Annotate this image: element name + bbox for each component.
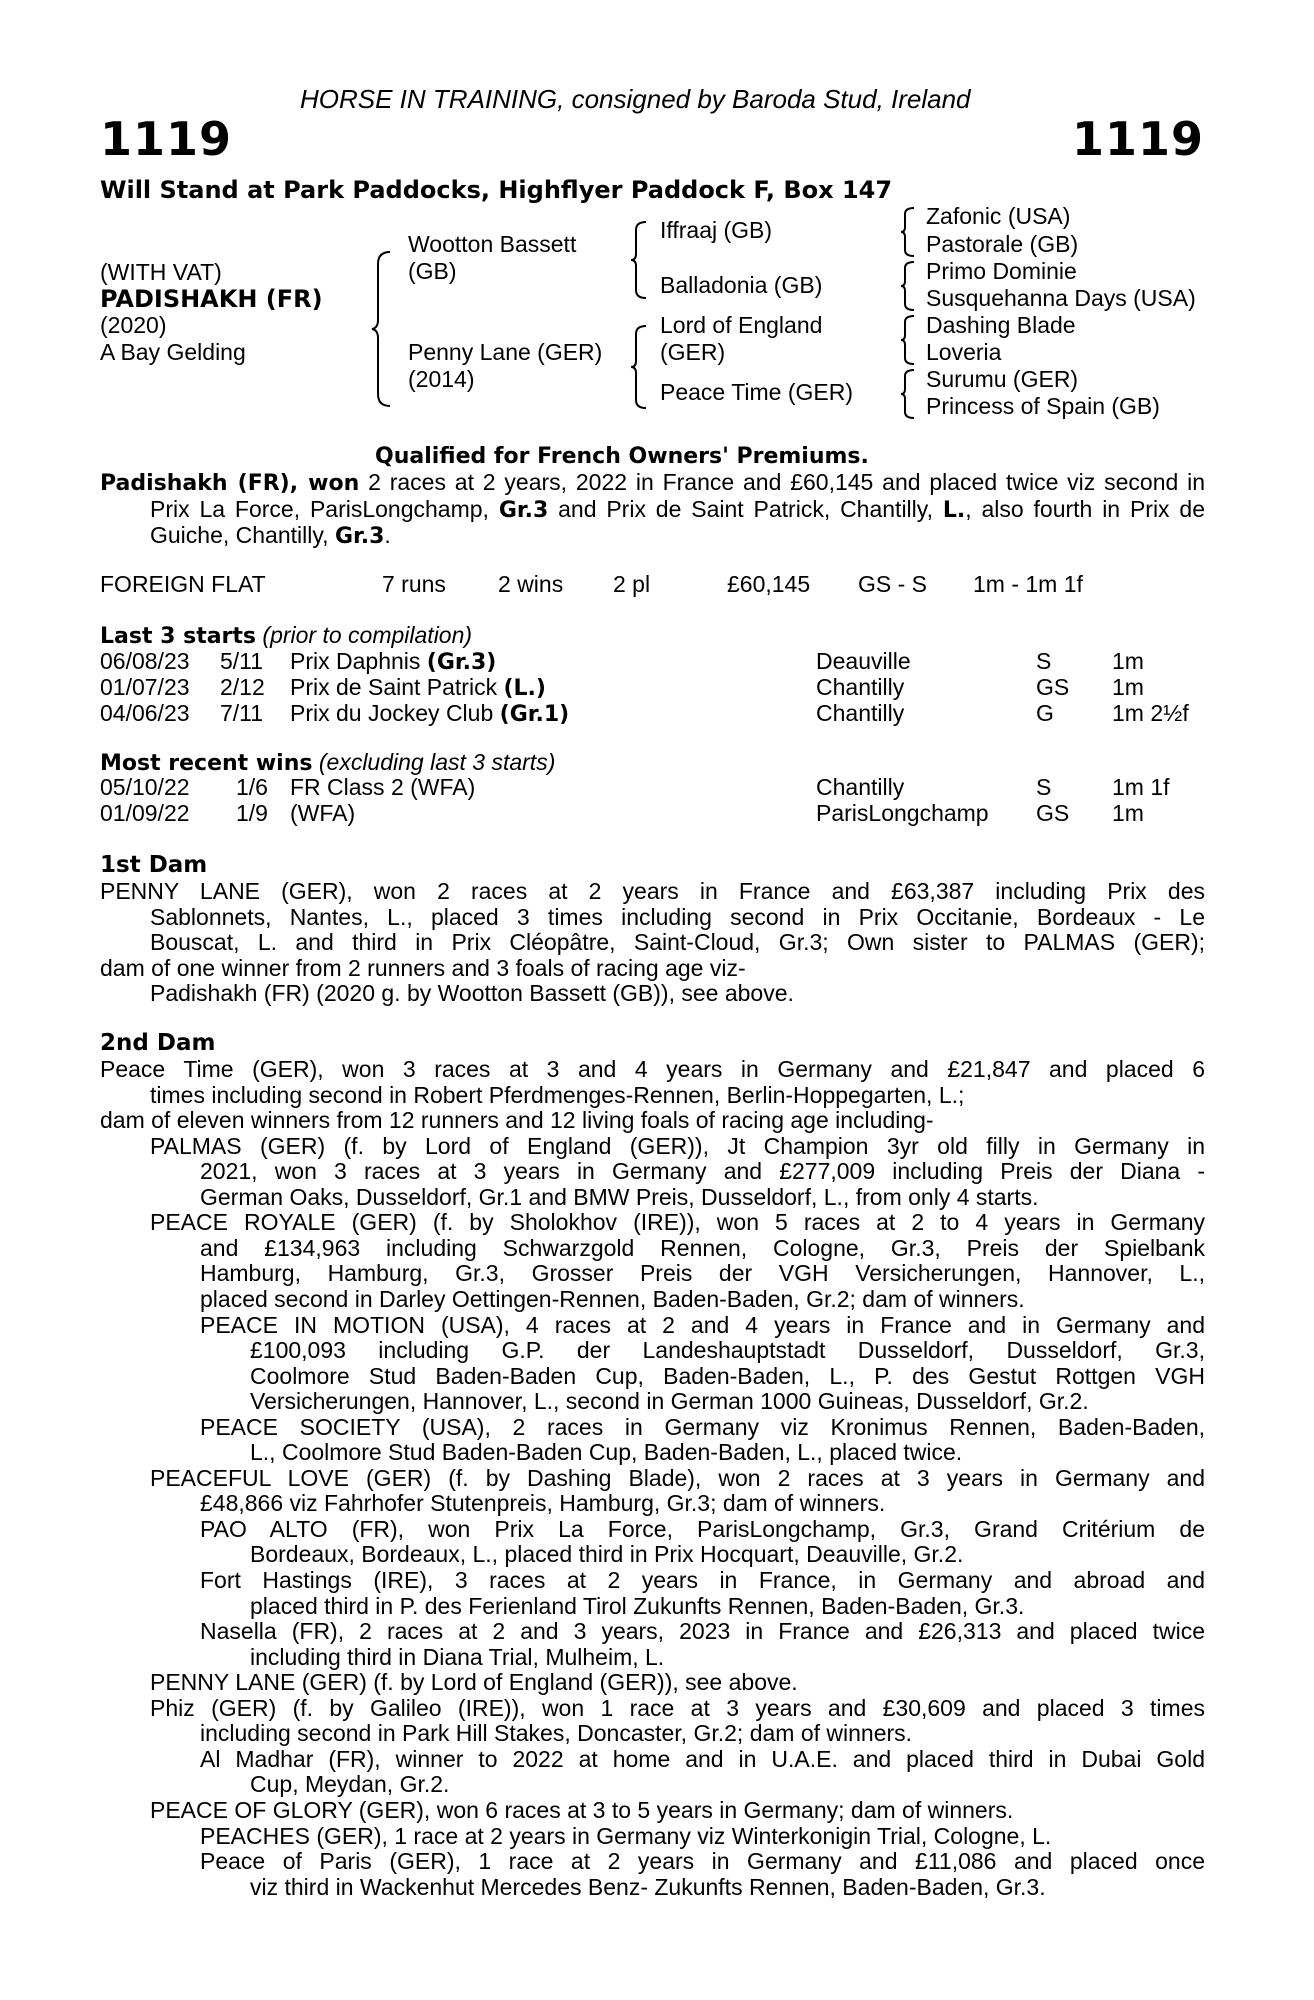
premiums-note: Qualified for French Owners' Premiums. — [375, 444, 869, 469]
pedigree-line: Peace Time (GER), won 3 races at 3 and 4 years in Germany and £21,847 and placed 6 — [100, 1057, 1205, 1082]
pedigree-line: German Oaks, Dusseldorf, Gr.1 and BMW Preis, Dusseldorf, L., from only 4 starts. — [200, 1184, 1039, 1210]
pedigree-line: times including second in Robert Pferdmenges-Rennen, Berlin-Hoppegarten, L.; — [150, 1082, 965, 1108]
pedigree-line: placed third in P. des Ferienland Tirol Zukunfts Rennen, Baden-Baden, Gr.3. — [250, 1593, 1025, 1619]
win-position: 1/6 — [236, 774, 268, 800]
last3-title: Last 3 starts — [100, 624, 257, 649]
last3-note: (prior to compilation) — [262, 622, 473, 648]
ds-sire: Dashing Blade — [926, 312, 1076, 338]
dam-name: Penny Lane (GER) — [408, 339, 603, 365]
start-race-name: Prix du Jockey Club — [290, 700, 500, 726]
dam-dam: Peace Time (GER) — [660, 379, 853, 405]
dam-sire-country: (GER) — [660, 339, 726, 365]
summary-grade: Gr.3 — [498, 497, 549, 523]
pedigree-line: PEACE ROYALE (GER) (f. by Sholokhov (IRE)), won 5 races at 2 to 4 years in Germany — [150, 1210, 1205, 1236]
pedigree-line: Al Madhar (FR), winner to 2022 at home and in U.A.E. and placed third in Dubai Gold — [200, 1746, 1205, 1772]
dam2-heading: 2nd Dam — [100, 1030, 216, 1056]
sire-name: Wootton Bassett — [408, 231, 577, 257]
pedigree-line: Bordeaux, Bordeaux, L., placed third in Prix Hocquart, Deauville, Gr.2. — [250, 1542, 964, 1568]
start-going: G — [1036, 700, 1054, 726]
record-runs: 7 runs — [382, 571, 446, 597]
record-wins: 2 wins — [498, 571, 564, 597]
sire-sire: Iffraaj (GB) — [660, 217, 773, 243]
win-position: 1/9 — [236, 800, 268, 826]
stabling-line: Will Stand at Park Paddocks, Highflyer Paddock F, Box 147 — [100, 176, 893, 204]
pedigree-line: PEACE OF GLORY (GER), won 6 races at 3 to 5 years in Germany; dam of winners. — [150, 1797, 1014, 1823]
win-distance: 1m — [1112, 800, 1144, 826]
pedigree-line: Peace of Paris (GER), 1 race at 2 years in Germany and £11,086 and placed once — [200, 1849, 1205, 1875]
pedigree-line: PENNY LANE (GER), won 2 races at 2 years in France and £63,387 including Prix des — [100, 879, 1205, 904]
pedigree-line: Versicherungen, Hannover, L., second in German 1000 Guineas, Dusseldorf, Gr.2. — [250, 1389, 1089, 1415]
race-record-row — [0, 572, 1314, 598]
ds-dam: Loveria — [926, 339, 1002, 365]
sire-country: (GB) — [408, 258, 457, 284]
summary-text: , also fourth in Prix de Guiche, Chantilly, — [150, 495, 1205, 549]
start-course: Chantilly — [816, 700, 905, 726]
sire-dam: Balladonia (GB) — [660, 272, 823, 298]
pedigree-line: Cup, Meydan, Gr.2. — [250, 1772, 450, 1798]
win-date: 05/10/22 — [100, 774, 190, 800]
pedigree-line: viz third in Wackenhut Mercedes Benz- Zukunfts Rennen, Baden-Baden, Gr.3. — [250, 1874, 1046, 1900]
pedigree-line: including third in Diana Trial, Mulheim, L. — [250, 1644, 665, 1670]
pedigree-line: dam of eleven winners from 12 runners and 12 living foals of racing age including- — [100, 1108, 934, 1134]
pedigree-line: PEACE IN MOTION (USA), 4 races at 2 and 4 years in France and in Germany and — [200, 1312, 1205, 1338]
ss-sire: Zafonic (USA) — [926, 203, 1071, 229]
record-type: FOREIGN FLAT — [100, 571, 266, 597]
pedigree-line: placed second in Darley Oettingen-Rennen, Baden-Baden, Gr.2; dam of winners. — [200, 1286, 1025, 1312]
start-race-name: Prix Daphnis — [290, 648, 427, 674]
lot-number-left: 1119 — [100, 112, 233, 166]
sd-dam: Susquehanna Days (USA) — [926, 285, 1196, 311]
pedigree-line: PEACHES (GER), 1 race at 2 years in Germany viz Winterkonigin Trial, Cologne, L. — [200, 1823, 1052, 1849]
summary-grade: L. — [942, 497, 966, 523]
pedigree-line: and £134,963 including Schwarzgold Rennen, Cologne, Gr.3, Preis der Spielbank — [200, 1235, 1205, 1261]
pedigree-line: Fort Hastings (IRE), 3 races at 2 years in France, in Germany and abroad and — [200, 1568, 1205, 1593]
pedigree-brace-sd — [900, 260, 922, 312]
pedigree-line: Coolmore Stud Baden-Baden Cup, Baden-Baden, L., P. des Gestut Rottgen VGH — [250, 1363, 1205, 1389]
record-distance: 1m - 1m 1f — [973, 571, 1083, 597]
start-date: 04/06/23 — [100, 700, 190, 726]
ss-dam: Pastorale (GB) — [926, 231, 1079, 257]
pedigree-line: £48,866 viz Fahrhofer Stutenpreis, Hamburg, Gr.3; dam of winners. — [200, 1491, 886, 1517]
pedigree-line: PEACE SOCIETY (USA), 2 races in Germany viz Kronimus Rennen, Baden-Baden, — [200, 1414, 1205, 1440]
start-position: 5/11 — [220, 648, 264, 674]
start-race — [290, 649, 496, 675]
summary-grade: Gr.3 — [334, 524, 385, 550]
race-summary — [100, 470, 1205, 550]
recent-wins-title: Most recent wins — [100, 751, 313, 776]
start-course: Deauville — [816, 648, 911, 674]
pedigree-brace-ss — [900, 206, 922, 258]
consignor-line: HORSE IN TRAINING, consigned by Baroda Stud, Ireland — [300, 84, 971, 114]
dam1-heading: 1st Dam — [100, 852, 208, 878]
summary-text: and Prix de Saint Patrick, Chantilly, — [548, 495, 943, 522]
dd-sire: Surumu (GER) — [926, 366, 1079, 392]
win-race: FR Class 2 (WFA) — [290, 774, 476, 800]
lot-number-right: 1119 — [1071, 112, 1204, 166]
start-distance: 1m — [1112, 674, 1144, 700]
start-race — [290, 701, 569, 727]
start-going: S — [1036, 648, 1052, 674]
start-race-grade: (Gr.3) — [426, 650, 497, 675]
start-race-grade: (Gr.1) — [499, 702, 570, 727]
last3-heading — [100, 623, 472, 649]
start-course: Chantilly — [816, 674, 905, 700]
win-course: ParisLongchamp — [816, 800, 989, 826]
summary-text: 2 races at 2 years, 2022 in France and £60,145 and placed twice viz second in Prix La Force, ParisLongchamp, — [150, 469, 1206, 522]
pedigree-brace-dam — [630, 324, 654, 410]
dd-dam: Princess of Spain (GB) — [926, 393, 1160, 419]
pedigree-line: Bouscat, L. and third in Prix Cléopâtre, Saint-Cloud, Gr.3; Own sister to PALMAS (GER); — [150, 930, 1205, 956]
start-position: 2/12 — [220, 674, 265, 700]
recent-wins-note: (excluding last 3 starts) — [318, 749, 556, 775]
summary-horse: Padishakh (FR), won — [100, 471, 360, 496]
pedigree-line: PAO ALTO (FR), won Prix La Force, ParisLongchamp, Gr.3, Grand Critérium de — [200, 1516, 1205, 1542]
pedigree-line: PEACEFUL LOVE (GER) (f. by Dashing Blade), won 2 races at 3 years in Germany and — [150, 1465, 1205, 1491]
start-position: 7/11 — [220, 700, 264, 726]
sd-sire: Primo Dominie — [926, 258, 1077, 284]
win-going: GS — [1036, 800, 1070, 826]
pedigree-brace-ds — [900, 314, 922, 366]
start-race-name: Prix de Saint Patrick — [290, 674, 504, 700]
pedigree-brace-main — [370, 248, 400, 410]
summary-text: . — [384, 522, 391, 549]
pedigree-line: Hamburg, Hamburg, Gr.3, Grosser Preis der VGH Versicherungen, Hannover, L., — [200, 1261, 1205, 1287]
pedigree-line: Sablonnets, Nantes, L., placed 3 times including second in Prix Occitanie, Bordeaux - Le — [150, 904, 1205, 930]
start-going: GS — [1036, 674, 1070, 700]
start-race — [290, 675, 546, 701]
pedigree-line: 2021, won 3 races at 3 years in Germany and £277,009 including Preis der Diana - — [200, 1159, 1205, 1185]
start-distance: 1m — [1112, 648, 1144, 674]
win-course: Chantilly — [816, 774, 905, 800]
dam-year: (2014) — [408, 366, 475, 392]
pedigree-line: PALMAS (GER) (f. by Lord of England (GER)), Jt Champion 3yr old filly in Germany in — [150, 1133, 1205, 1159]
record-going: GS - S — [858, 571, 928, 597]
win-distance: 1m 1f — [1112, 774, 1170, 800]
pedigree-line: Padishakh (FR) (2020 g. by Wootton Bassett (GB)), see above. — [150, 981, 794, 1007]
win-race: (WFA) — [290, 800, 356, 826]
pedigree-line: L., Coolmore Stud Baden-Baden Cup, Baden-Baden, L., placed twice. — [250, 1440, 963, 1466]
pedigree-line: £100,093 including G.P. der Landeshauptstadt Dusseldorf, Dusseldorf, Gr.3, — [250, 1338, 1205, 1364]
start-race-grade: (L.) — [503, 676, 546, 701]
pedigree-line: including second in Park Hill Stakes, Doncaster, Gr.2; dam of winners. — [200, 1721, 913, 1747]
horse-year: (2020) — [100, 312, 167, 338]
start-date: 06/08/23 — [100, 648, 190, 674]
vat-label: (WITH VAT) — [100, 259, 222, 285]
recent-wins-heading — [100, 750, 555, 776]
pedigree-line: dam of one winner from 2 runners and 3 foals of racing age viz- — [100, 955, 746, 981]
dam-sire-name: Lord of England — [660, 312, 823, 338]
pedigree-line: PENNY LANE (GER) (f. by Lord of England (GER)), see above. — [150, 1670, 798, 1696]
start-distance: 1m 2½f — [1112, 700, 1189, 726]
win-going: S — [1036, 774, 1052, 800]
record-earnings: £60,145 — [727, 571, 811, 597]
horse-description: A Bay Gelding — [100, 339, 246, 365]
pedigree-brace-dd — [900, 368, 922, 420]
record-places: 2 pl — [613, 571, 651, 597]
win-date: 01/09/22 — [100, 800, 190, 826]
start-date: 01/07/23 — [100, 674, 190, 700]
pedigree-brace-sire — [630, 220, 654, 300]
pedigree-line: Phiz (GER) (f. by Galileo (IRE)), won 1 race at 3 years and £30,609 and placed 3 times — [150, 1695, 1205, 1721]
pedigree-line: Nasella (FR), 2 races at 2 and 3 years, 2023 in France and £26,313 and placed twice — [200, 1619, 1205, 1645]
horse-name: PADISHAKH (FR) — [100, 285, 323, 313]
